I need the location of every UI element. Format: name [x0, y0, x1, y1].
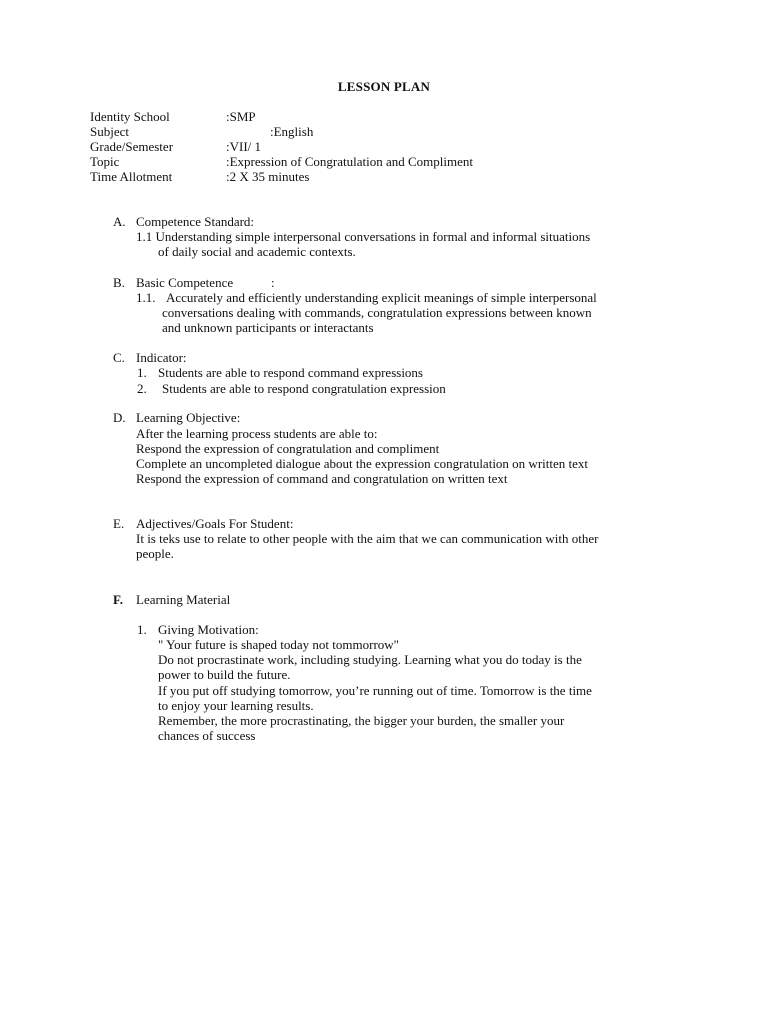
motivation-line: Do not procrastinate work, including studying. Learning what you do today is the: [158, 652, 582, 667]
section-b-line: conversations dealing with commands, congratulation expressions between known: [162, 305, 592, 320]
material-subheading: Giving Motivation:: [158, 622, 259, 637]
section-a-marker: A.: [113, 214, 126, 229]
section-b-colon: :: [271, 275, 275, 290]
section-c-heading: Indicator:: [136, 350, 187, 365]
identity-school-value: :SMP: [226, 109, 256, 124]
objective-item: Respond the expression of congratulation and compliment: [136, 441, 440, 456]
motivation-line: to enjoy your learning results.: [158, 698, 314, 713]
section-d-marker: D.: [113, 410, 126, 425]
objective-item: Respond the expression of command and congratulation on written text: [136, 471, 508, 486]
identity-school-row: [90, 109, 256, 124]
grade-row: [90, 139, 261, 154]
topic-label: Topic: [90, 154, 120, 169]
subject-label: Subject: [90, 124, 129, 139]
section-f-heading: Learning Material: [136, 592, 231, 607]
grade-value: :VII/ 1: [226, 139, 262, 154]
document-title: LESSON PLAN: [337, 79, 431, 94]
section-e-marker: E.: [113, 516, 125, 531]
section-f-marker: F.: [113, 592, 123, 607]
indicator-number: 2.: [137, 381, 147, 396]
section-b-line: and unknown participants or interactants: [162, 320, 374, 335]
time-value: :2 X 35 minutes: [226, 169, 310, 184]
time-row: [90, 169, 309, 184]
indicator-item: Students are able to respond congratulation expression: [162, 381, 446, 396]
indicator-number: 1.: [137, 365, 147, 380]
topic-value: :Expression of Congratulation and Compliment: [226, 154, 473, 169]
section-d-heading: Learning Objective:: [136, 410, 241, 425]
subject-row: [90, 124, 313, 139]
subject-value: :English: [270, 124, 314, 139]
section-a-line: of daily social and academic contexts.: [158, 244, 356, 259]
section-b-line: Accurately and efficiently understanding explicit meanings of simple interpersonal: [166, 290, 597, 305]
section-b-number: 1.1.: [136, 290, 156, 305]
identity-school-label: Identity School: [90, 109, 170, 124]
motivation-line: power to build the future.: [158, 667, 291, 682]
motivation-line: If you put off studying tomorrow, you’re running out of time. Tomorrow is the time: [158, 683, 592, 698]
section-a-heading: Competence Standard:: [136, 214, 255, 229]
section-c-marker: C.: [113, 350, 125, 365]
section-e-heading: Adjectives/Goals For Student:: [136, 516, 294, 531]
section-b-heading: Basic Competence: [136, 275, 234, 290]
motivation-line: Remember, the more procrastinating, the bigger your burden, the smaller your: [158, 713, 565, 728]
motivation-line: chances of success: [158, 728, 256, 743]
motivation-quote: " Your future is shaped today not tommorrow": [158, 637, 399, 652]
section-b-marker: B.: [113, 275, 125, 290]
grade-label: Grade/Semester: [90, 139, 174, 154]
section-e-line: people.: [136, 546, 174, 561]
section-a-line: 1.1 Understanding simple interpersonal conversations in formal and informal situations: [136, 229, 591, 244]
material-number: 1.: [137, 622, 147, 637]
time-label: Time Allotment: [90, 169, 173, 184]
objective-item: Complete an uncompleted dialogue about the expression congratulation on written text: [136, 456, 588, 471]
objective-intro: After the learning process students are able to:: [136, 426, 378, 441]
section-e-line: It is teks use to relate to other people with the aim that we can communication with other: [136, 531, 599, 546]
indicator-item: Students are able to respond command expressions: [158, 365, 423, 380]
topic-row: [90, 154, 473, 169]
